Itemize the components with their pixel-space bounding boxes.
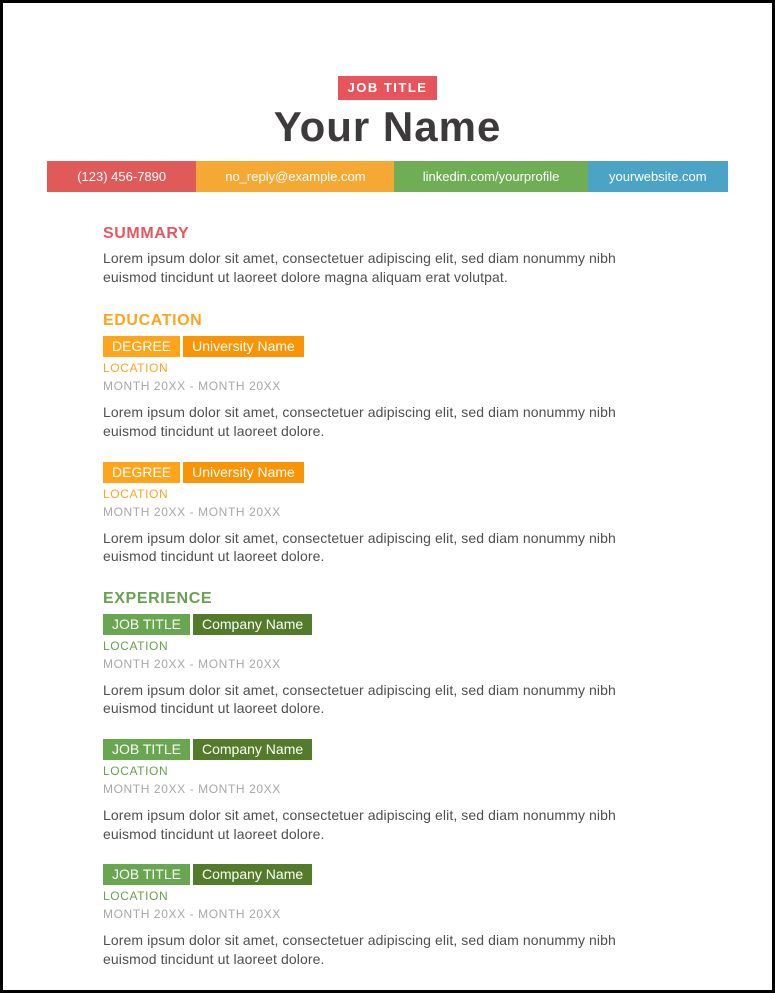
content [103, 225, 672, 968]
summary-heading: SUMMARY [103, 225, 190, 243]
badge-row [103, 336, 672, 357]
job-title-badge: JOB TITLE [103, 864, 190, 885]
experience-entry [103, 614, 672, 718]
dates-label: MONTH 20XX - MONTH 20XX [103, 907, 281, 922]
university-badge: University Name [183, 462, 304, 483]
badge-row [103, 739, 672, 760]
education-section [103, 312, 672, 565]
dates-label: MONTH 20XX - MONTH 20XX [103, 656, 281, 671]
contact-email[interactable]: no_reply@example.com [196, 161, 394, 192]
university-badge: University Name [183, 336, 304, 357]
location-label: LOCATION [103, 889, 169, 904]
badge-row [103, 864, 672, 885]
company-badge: Company Name [193, 739, 312, 760]
experience-entry [103, 739, 672, 843]
company-badge: Company Name [193, 614, 312, 635]
location-label: LOCATION [103, 763, 169, 778]
person-name: Your Name [273, 103, 502, 150]
location-label: LOCATION [103, 486, 169, 501]
summary-section [103, 225, 672, 286]
contact-bar [47, 161, 728, 192]
experience-entry [103, 864, 672, 968]
dates-label: MONTH 20XX - MONTH 20XX [103, 781, 281, 796]
entry-description: Lorem ipsum dolor sit amet, consectetuer adipiscing elit, sed diam nonummy nibh euismod tincidunt ut laoreet dolore. [103, 681, 616, 717]
location-label: LOCATION [103, 638, 169, 653]
job-title-badge: JOB TITLE [103, 614, 190, 635]
degree-badge: DEGREE [103, 462, 180, 483]
entry-description: Lorem ipsum dolor sit amet, consectetuer adipiscing elit, sed diam nonummy nibh euismod tincidunt ut laoreet dolore. [103, 529, 616, 565]
job-title-badge: JOB TITLE [103, 739, 190, 760]
contact-linkedin[interactable]: linkedin.com/yourprofile [394, 161, 587, 192]
education-entry [103, 462, 672, 566]
degree-badge: DEGREE [103, 336, 180, 357]
contact-website[interactable]: yourwebsite.com [588, 161, 728, 192]
badge-row [103, 462, 672, 483]
dates-label: MONTH 20XX - MONTH 20XX [103, 379, 281, 394]
summary-text: Lorem ipsum dolor sit amet, consectetuer adipiscing elit, sed diam nonummy nibh euismod tincidunt ut laoreet dolore magna aliquam erat volutpat. [103, 250, 616, 285]
contact-phone[interactable]: (123) 456-7890 [47, 161, 196, 192]
header [3, 3, 772, 149]
entry-description: Lorem ipsum dolor sit amet, consectetuer adipiscing elit, sed diam nonummy nibh euismod tincidunt ut laoreet dolore. [103, 404, 616, 439]
experience-heading: EXPERIENCE [103, 589, 213, 607]
education-entry [103, 336, 672, 440]
badge-row [103, 614, 672, 635]
education-heading: EDUCATION [103, 312, 203, 330]
experience-section [103, 590, 672, 969]
company-badge: Company Name [193, 864, 312, 885]
entry-description: Lorem ipsum dolor sit amet, consectetuer adipiscing elit, sed diam nonummy nibh euismod tincidunt ut laoreet dolore. [103, 806, 616, 842]
dates-label: MONTH 20XX - MONTH 20XX [103, 504, 281, 519]
job-title-badge: JOB TITLE [338, 76, 438, 100]
entry-description: Lorem ipsum dolor sit amet, consectetuer adipiscing elit, sed diam nonummy nibh euismod tincidunt ut laoreet dolore. [103, 932, 616, 967]
location-label: LOCATION [103, 361, 169, 376]
